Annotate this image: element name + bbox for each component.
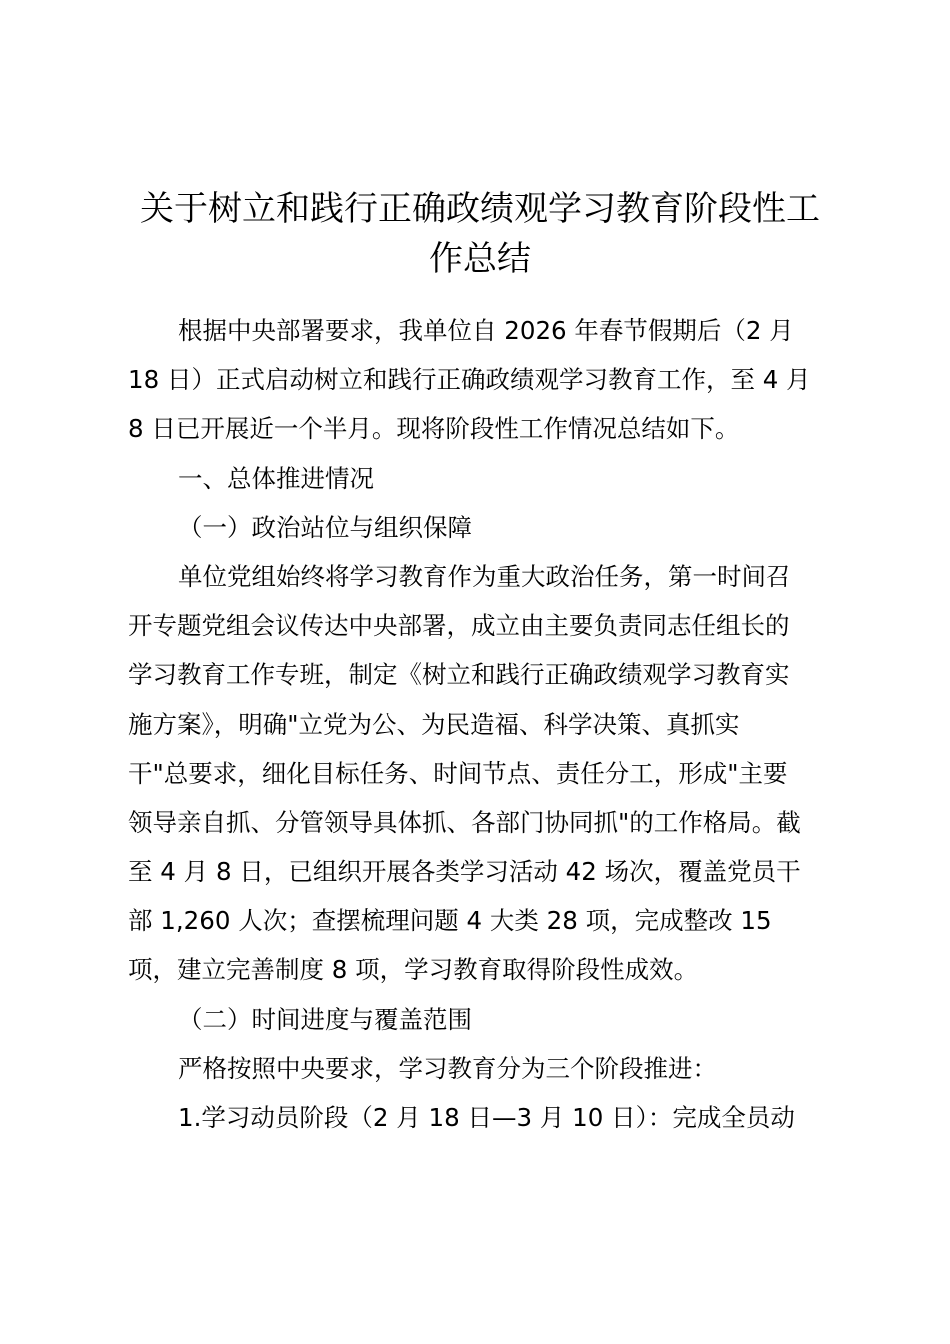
title-line-1: 关于树立和践行正确政绩观学习教育阶段性工	[140, 189, 820, 229]
paragraph-line: 领导亲自抓、分管领导具体抓、各部门协同抓"的工作格局。截	[128, 807, 801, 837]
subsection-2-paragraph	[128, 1044, 838, 1142]
paragraph-line: 1.学习动员阶段（2 月 18 日—3 月 10 日）：完成全员动	[178, 1103, 795, 1132]
paragraph-line: 开专题党组会议传达中央部署，成立由主要负责同志任组长的	[128, 611, 790, 641]
paragraph-line: 18 日）正式启动树立和践行正确政绩观学习教育工作，至 4 月	[128, 365, 811, 395]
title-line-2: 作总结	[429, 239, 531, 279]
paragraph-line: 施方案》，明确"立党为公、为民造福、科学决策、真抓实	[128, 709, 740, 739]
paragraph-line: 至 4 月 8 日，已组织开展各类学习活动 42 场次，覆盖党员干	[128, 857, 801, 887]
subsection-heading-2: （二）时间进度与覆盖范围	[178, 1004, 472, 1034]
document-body	[128, 306, 838, 1142]
paragraph-line: 项，建立完善制度 8 项，学习教育取得阶段性成效。	[128, 955, 699, 985]
paragraph-line: 学习教育工作专班，制定《树立和践行正确政绩观学习教育实	[128, 660, 790, 690]
subsection-1-paragraph	[128, 552, 838, 995]
intro-paragraph	[128, 306, 838, 454]
paragraph-line: 8 日已开展近一个半月。现将阶段性工作情况总结如下。	[128, 414, 740, 444]
paragraph-line: 严格按照中央要求，学习教育分为三个阶段推进：	[178, 1053, 717, 1083]
paragraph-line: 部 1,260 人次；查摆梳理问题 4 大类 28 项，完成整改 15	[128, 906, 772, 936]
paragraph-line: 单位党组始终将学习教育作为重大政治任务，第一时间召	[178, 561, 791, 591]
paragraph-line: 根据中央部署要求，我单位自 2026 年春节假期后（2 月	[178, 316, 794, 345]
subsection-heading-1: （一）政治站位与组织保障	[178, 512, 472, 542]
document-title	[120, 184, 840, 284]
section-heading-1: 一、总体推进情况	[178, 463, 374, 493]
paragraph-line: 干"总要求，细化目标任务、时间节点、责任分工，形成"主要	[128, 758, 788, 788]
